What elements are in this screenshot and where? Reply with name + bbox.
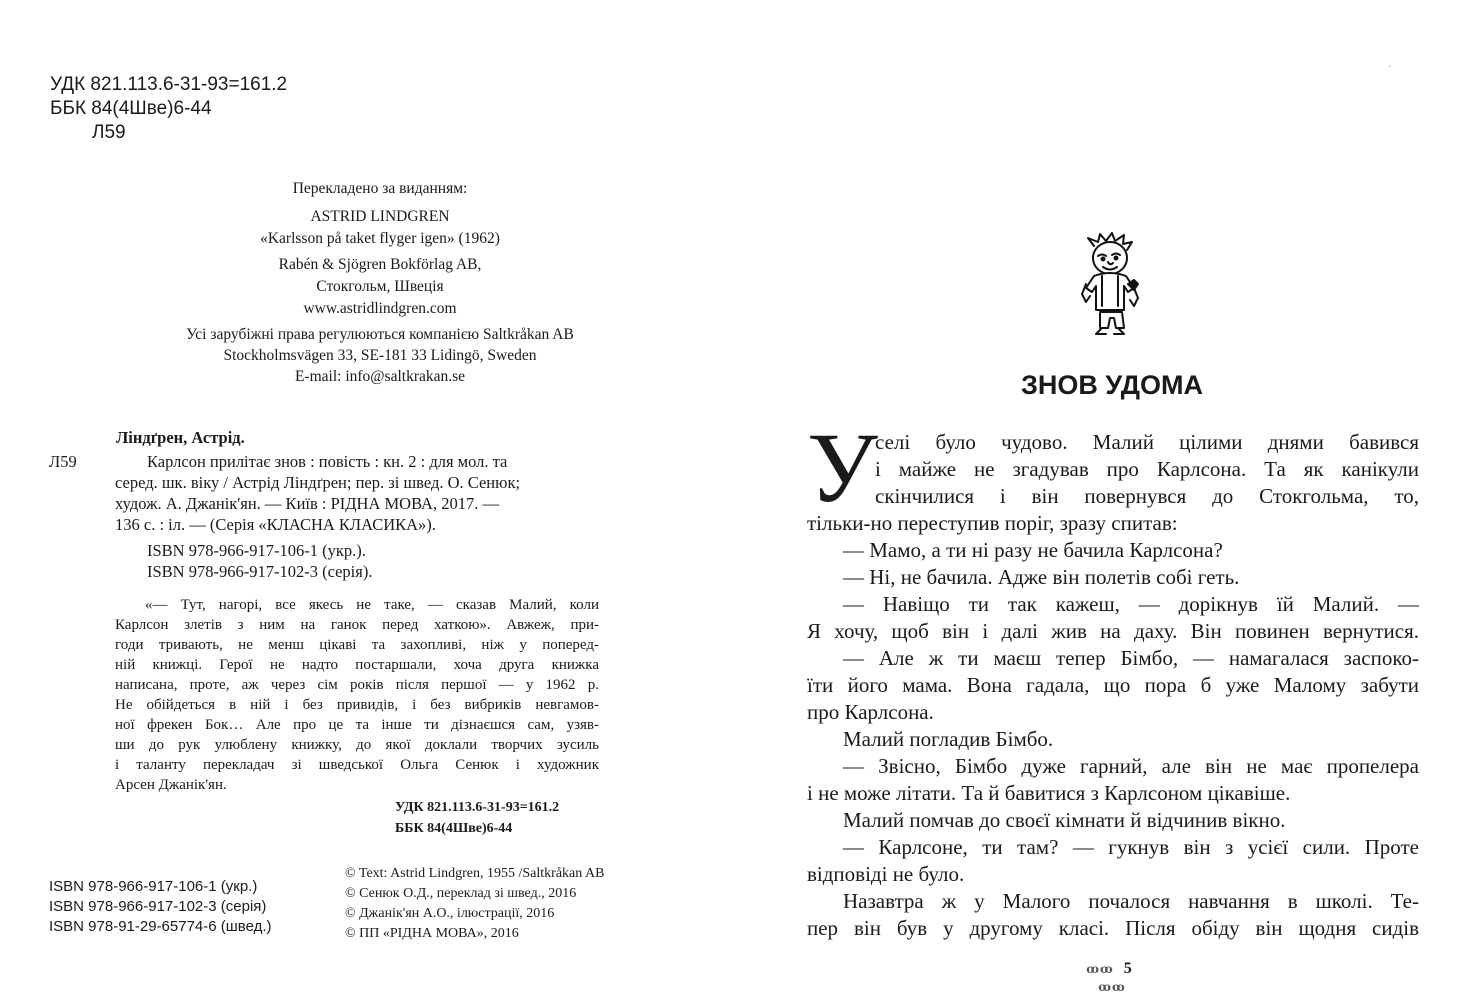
story-line: — Але ж ти маєш тепер Бімбо, — намагалася заспоко- (843, 646, 1419, 670)
story-line: Малий погладив Бімбо. (843, 727, 1054, 751)
story-line: скінчилися і він повернувся до Стокгольма, то, (875, 484, 1419, 508)
catalog-author-heading: Ліндґрен, Астрід. (116, 428, 245, 447)
isbn-item: ISBN 978-91-29-65774-6 (швед.) (49, 918, 272, 935)
isbn-list (49, 877, 272, 937)
story-line: і майже не згадував про Карлсона. Та як канікули (875, 457, 1419, 481)
story-line: Малий помчав до своєї кімнати й відчинив вікно. (843, 808, 1286, 832)
copyright-list (345, 864, 604, 944)
annotation-line: Не обійдеться в ній і без привидів, і без вибриків невгамов- (115, 697, 599, 713)
catalog-description (115, 451, 600, 582)
annotation (115, 595, 599, 795)
annotation-line: ши до рук улюблену книжку, до якої доклали творчих зусиль (115, 737, 599, 753)
bbk-code: ББК 84(4Шве)6-44 (50, 98, 212, 119)
catalog-bbk: ББК 84(4Шве)6-44 (395, 821, 513, 836)
catalog-line: Карлсон прилітає знов : повість : кн. 2 : для мол. та (147, 452, 508, 471)
story-line: селі було чудово. Малий цілими днями бавився (875, 430, 1419, 454)
author-code: Л59 (92, 122, 126, 143)
story-text (807, 429, 1419, 942)
catalog-margin-code: Л59 (49, 452, 77, 471)
copyright-item: © Джанік'ян А.О., ілюстрації, 2016 (345, 906, 555, 921)
story-line: їти його мама. Вона гадала, що пора б уже Малому забути (807, 673, 1419, 697)
story-line: — Ні, не бачила. Адже він полетів собі геть. (843, 565, 1240, 589)
copyright-page (0, 0, 732, 1000)
story-line: відповіді не було. (807, 862, 965, 886)
annotation-line: Карлсон злетів з ним на ганок перед хаткою». Авжеж, при- (115, 617, 599, 633)
udk-code: УДК 821.113.6-31-93=161.2 (50, 74, 288, 95)
annotation-line: і таланту перекладач зі шведської Ольга Сенюк і художник (115, 757, 599, 773)
copyright-item: © Text: Astrid Lindgren, 1955 /Saltkråkan AB (345, 866, 605, 881)
original-author: ASTRID LINDGREN (310, 208, 450, 225)
annotation-line: годи тривають, не менш цікаві та захопливі, ніж у поперед- (115, 637, 599, 653)
catalog-line: худож. А. Джанік'ян. — Київ : РІДНА МОВА, 2017. — (115, 494, 499, 513)
ornament-right-icon: ꝏꝏ (1098, 980, 1126, 994)
story-line: — Мамо, а ти ні разу не бачила Карлсона? (843, 538, 1223, 562)
original-edition-info (80, 180, 680, 389)
isbn-item: ISBN 978-966-917-102-3 (серія) (49, 898, 267, 915)
story-line: Назавтра ж у Малого почалося навчання в школі. Те- (843, 889, 1419, 913)
copyright-item: © ПП «РІДНА МОВА», 2016 (345, 926, 519, 941)
page-number-footer (1072, 960, 1152, 996)
story-line: тільки-но переступив поріг, зразу спитав: (807, 511, 1178, 535)
catalog-isbn: ISBN 978-966-917-102-3 (серія). (147, 562, 373, 581)
ornament-left-icon: ꝏꝏ (1086, 962, 1114, 976)
annotation-line: ної фрекен Бок… Але про це та інше ти дізнаєшся сам, узяв- (115, 717, 599, 733)
catalog-line: серед. шк. віку / Астрід Ліндґрен; пер. зі швед. О. Сенюк; (115, 473, 521, 492)
catalog-udk: УДК 821.113.6-31-93=161.2 (395, 800, 560, 815)
story-line: про Карлсона. (807, 700, 934, 724)
story-line: — Карлсоне, ти там? — гукнув він з усієї сили. Проте (843, 835, 1419, 859)
story-line: Я хочу, щоб він і далі жив на даху. Він повинен вернутися. (807, 619, 1419, 643)
rights-line-1: Усі зарубіжні права регулюються компанією Saltkråkan AB (186, 326, 574, 343)
annotation-line: «— Тут, нагорі, все якесь не таке, — сказав Малий, коли (145, 597, 599, 613)
chapter-title: ЗНОВ УДОМА (1020, 370, 1204, 400)
original-title: «Karlsson på taket flyger igen» (1962) (260, 230, 500, 247)
email: E-mail: info@saltkrakan.se (294, 368, 466, 385)
story-line: пер він був у другому класі. Після обіду він щодня сидів (807, 916, 1419, 940)
annotation-line: ній книжці. Герої не надто постаршали, хоча друга книжка (115, 657, 599, 673)
drop-cap: У (807, 412, 878, 523)
original-city: Стокгольм, Швеція (316, 278, 444, 295)
annotation-line: написана, проте, аж через сім років після першої — у 1962 р. (115, 677, 599, 693)
print-speck: · (1388, 62, 1392, 73)
story-line: — Звісно, Бімбо дуже гарний, але він не має пропелера (843, 754, 1419, 778)
original-publisher: Rabén & Sjögren Bokförlag AB, (278, 256, 482, 273)
story-page (732, 0, 1465, 1000)
website: www.astridlindgren.com (303, 300, 457, 317)
karlsson-illustration (1072, 232, 1152, 340)
rights-line-2: Stockholmsvägen 33, SE-181 33 Lidingö, Sweden (223, 347, 537, 364)
isbn-item: ISBN 978-966-917-106-1 (укр.) (49, 878, 258, 895)
catalog-line: 136 с. : іл. — (Серія «КЛАСНА КЛАСИКА»). (115, 515, 436, 534)
annotation-line: Арсен Джанік'ян. (115, 777, 227, 793)
story-line: і не може літати. Та й бавитися з Карлсоном цікавіше. (807, 781, 1291, 805)
catalog-isbn: ISBN 978-966-917-106-1 (укр.). (147, 541, 366, 560)
page-number: 5 (1123, 960, 1132, 977)
translated-from-label: Перекладено за виданням: (292, 180, 468, 197)
story-line: — Навіщо ти так кажеш, — дорікнув їй Малий. — (843, 592, 1419, 616)
copyright-item: © Сенюк О.Д., переклад зі швед., 2016 (345, 886, 577, 901)
